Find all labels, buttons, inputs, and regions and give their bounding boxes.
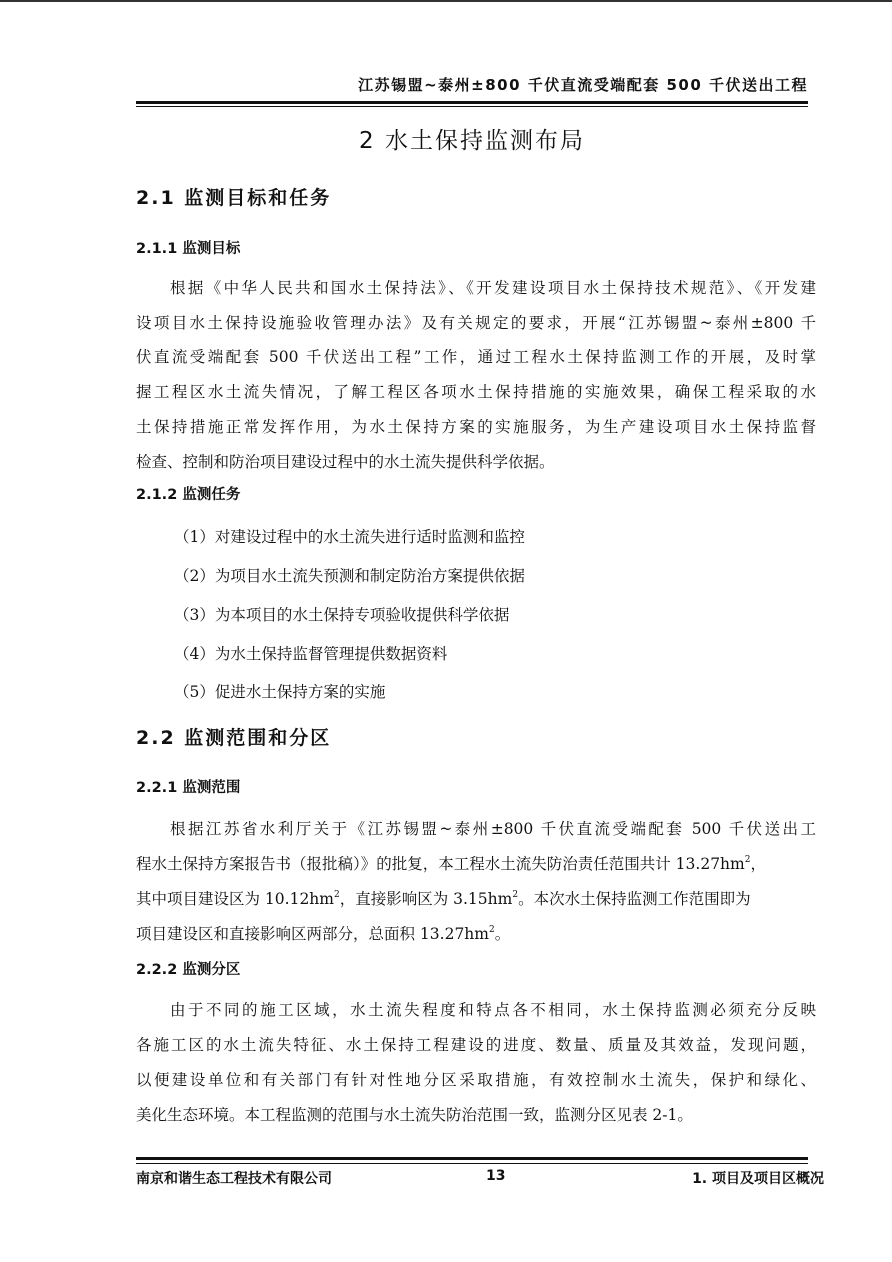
footer-rule-thin	[136, 1163, 808, 1164]
section-2-1-1-heading: 2.1.1 监测目标	[136, 241, 241, 257]
paragraph-line: 根据江苏省水利厅关于《江苏锡盟~泰州±800 千伏直流受端配套 500 千伏送出工	[170, 820, 816, 838]
section-2-2-1-heading: 2.2.1 监测范围	[136, 780, 241, 796]
chapter-title: 2 水土保持监测布局	[359, 128, 585, 154]
paragraph-line: 检查、控制和防治项目建设过程中的水土流失提供科学依据。	[136, 453, 555, 471]
text-run: 程水土保持方案报告书（报批稿）》的批复，本工程水土流失防治责任范围共计 13.27hm	[136, 855, 745, 873]
top-border-line	[0, 0, 892, 2]
section-2-1-heading: 2.1 监测目标和任务	[136, 187, 332, 209]
paragraph-line: 土保持措施正常发挥作用，为水土保持方案的实施服务，为生产建设项目水土保持监督	[136, 418, 816, 436]
paragraph-line: 美化生态环境。本工程监测的范围与水土流失防治范围一致，监测分区见表 2-1。	[136, 1106, 693, 1124]
paragraph-line: 伏直流受端配套 500 千伏送出工程”工作，通过工程水土保持监测工作的开展，及时掌	[136, 348, 816, 366]
running-header-title: 江苏锡盟~泰州±800 千伏直流受端配套 500 千伏送出工程	[358, 76, 808, 94]
list-item: （3）为本项目的水土保持专项验收提供科学依据	[174, 606, 510, 624]
header-rule-thin	[136, 106, 808, 107]
section-2-1-2-heading: 2.1.2 监测任务	[136, 487, 241, 503]
list-item: （1）对建设过程中的水土流失进行适时监测和监控	[174, 528, 525, 546]
paragraph-line: 握工程区水土流失情况，了解工程区各项水土保持措施的实施效果，确保工程采取的水	[136, 383, 816, 401]
text-run: ，	[750, 855, 766, 873]
footer-company: 南京和谐生态工程技术有限公司	[136, 1171, 332, 1187]
paragraph-line: 设项目水土保持设施验收管理办法》及有关规定的要求，开展“江苏锡盟~泰州±800 千	[136, 314, 816, 332]
text-run: 项目建设区和直接影响区两部分，总面积 13.27hm	[136, 925, 489, 943]
paragraph-line	[136, 923, 816, 945]
text-run: 其中项目建设区为 10.12hm	[136, 890, 334, 908]
list-item: （4）为水土保持监督管理提供数据资料	[174, 645, 448, 663]
superscript: 2	[744, 854, 751, 865]
paragraph-line: 各施工区的水土流失特征、水土保持工程建设的进度、数量、质量及其效益，发现问题，	[136, 1036, 816, 1054]
paragraph-line	[136, 888, 816, 910]
text-run: 。	[494, 925, 511, 943]
paragraph-line: 由于不同的施工区域，水土流失程度和特点各不相同，水土保持监测必须充分反映	[170, 1001, 816, 1019]
header-rule	[136, 101, 808, 104]
paragraph-line: 根据《中华人民共和国水土保持法》、《开发建设项目水土保持技术规范》、《开发建	[170, 279, 816, 297]
superscript: 2	[488, 924, 495, 935]
superscript: 2	[333, 889, 340, 900]
text-run: 。本次水土保持监测工作范围即为	[518, 890, 751, 908]
section-2-2-heading: 2.2 监测范围和分区	[136, 727, 332, 749]
section-2-2-2-heading: 2.2.2 监测分区	[136, 962, 241, 978]
text-run: ，直接影响区为 3.15hm	[339, 890, 513, 908]
list-item: （5）促进水土保持方案的实施	[174, 683, 386, 701]
footer-rule	[136, 1157, 808, 1160]
footer-section: 1. 项目及项目区概况	[692, 1171, 824, 1187]
list-item: （2）为项目水土流失预测和制定防治方案提供依据	[174, 567, 525, 585]
paragraph-line: 以便建设单位和有关部门有针对性地分区采取措施，有效控制水土流失，保护和绿化、	[136, 1071, 816, 1089]
superscript: 2	[512, 889, 519, 900]
paragraph-line	[136, 853, 816, 875]
page-number: 13	[486, 1168, 506, 1184]
